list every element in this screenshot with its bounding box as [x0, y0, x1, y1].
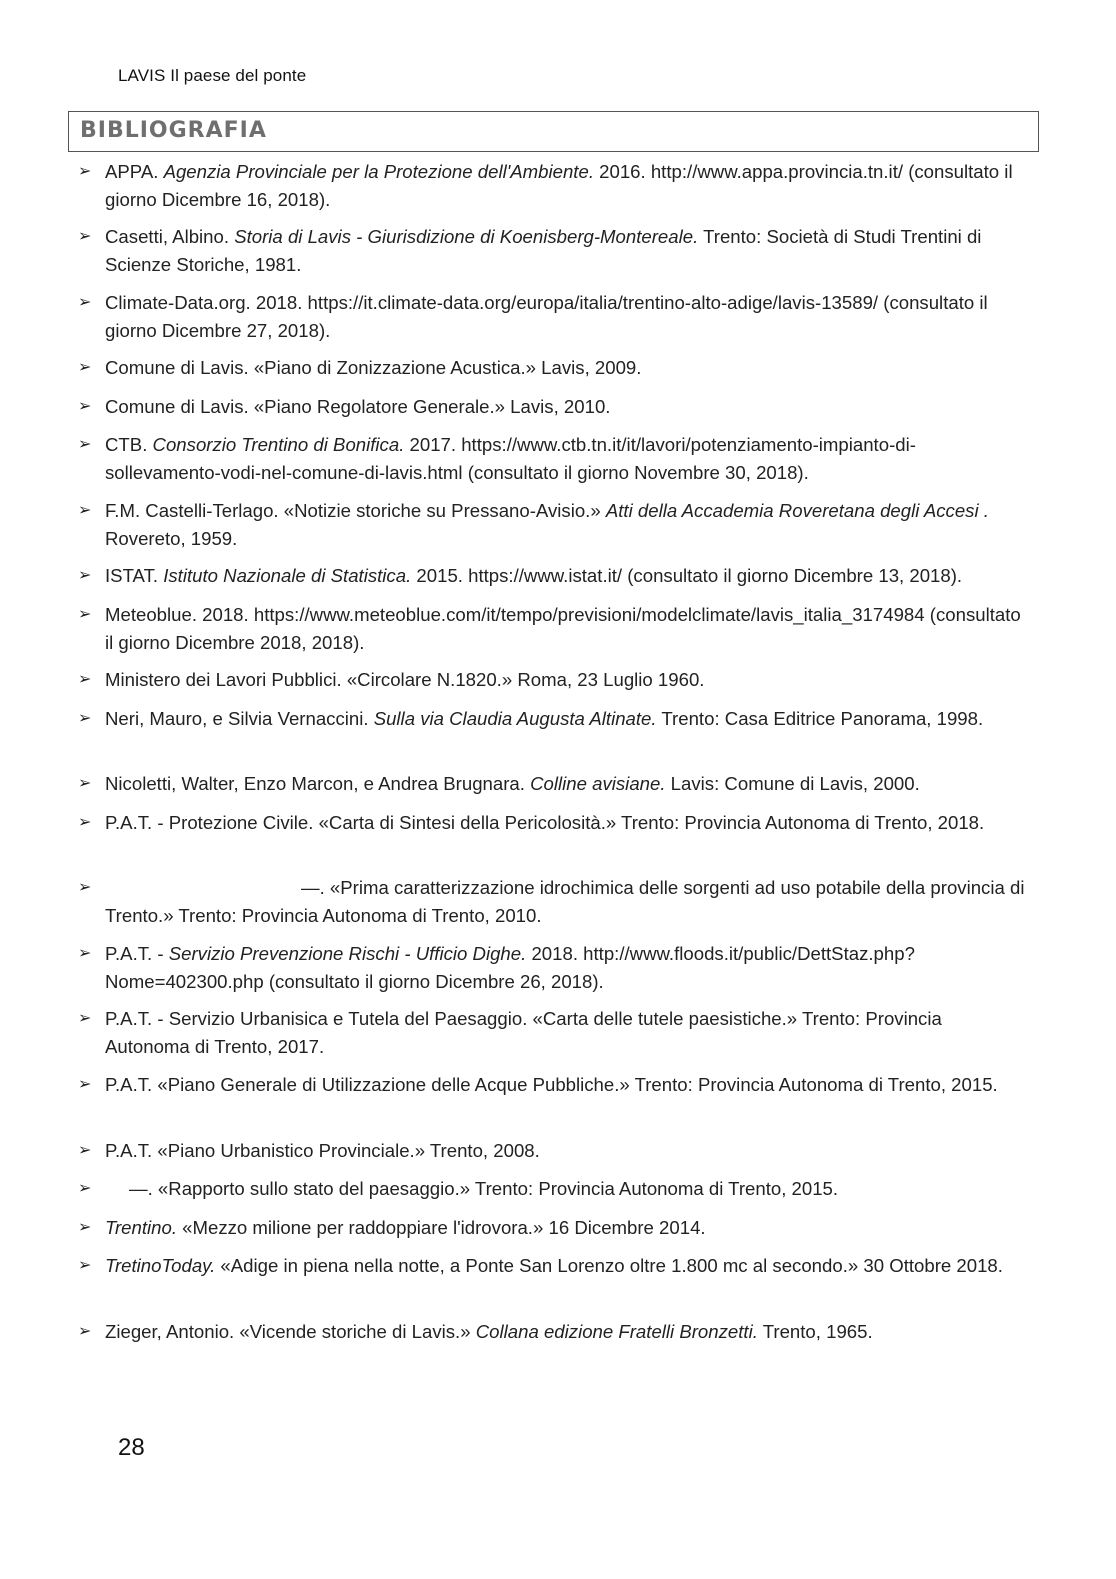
- bibliography-entry: [78, 393, 1030, 421]
- entry-text: ISTAT.: [105, 565, 164, 586]
- bibliography-entry: [78, 940, 1030, 995]
- entry-text: P.A.T. «Piano Generale di Utilizzazione delle Acque Pubbliche.» Trento: Provincia Autonoma di Trento, 2015.: [105, 1074, 998, 1095]
- bullet-arrow-icon: ➢: [78, 1323, 92, 1340]
- bibliography-entry: [78, 666, 1030, 694]
- bullet-arrow-icon: ➢: [78, 502, 92, 519]
- bullet-arrow-icon: ➢: [78, 775, 92, 792]
- entry-text: Trento: Società di Studi Trentini di Scienze Storiche, 1981.: [105, 226, 982, 275]
- entry-text: P.A.T. «Piano Urbanistico Provinciale.» Trento, 2008.: [105, 1140, 540, 1161]
- page-number: 28: [118, 1434, 145, 1461]
- bibliography-entry: [78, 601, 1030, 656]
- entry-text: «Mezzo milione per raddoppiare l'idrovora.» 16 Dicembre 2014.: [177, 1217, 706, 1238]
- bullet-arrow-icon: ➢: [78, 1142, 92, 1159]
- bibliography-entry: [78, 809, 1030, 837]
- entry-text: «Adige in piena nella notte, a Ponte San Lorenzo oltre 1.800 mc al secondo.» 30 Ottobre 2018.: [215, 1255, 1003, 1276]
- bibliography-entry: [78, 1175, 1030, 1203]
- bibliography-entry: [78, 1318, 1030, 1346]
- bibliography-entry: [78, 497, 1030, 552]
- entry-italic-title: Consorzio Trentino di Bonifica.: [152, 434, 405, 455]
- entry-text: Trento, 1965.: [757, 1321, 873, 1342]
- entry-italic-title: Colline avisiane.: [530, 773, 666, 794]
- bibliography-entry: [78, 1214, 1030, 1242]
- entry-text: P.A.T. -: [105, 943, 169, 964]
- bullet-arrow-icon: ➢: [78, 163, 92, 180]
- entry-italic-title: Agenzia Provinciale per la Protezione dell'Ambiente.: [163, 161, 594, 182]
- entry-italic-title: TretinoToday.: [105, 1255, 216, 1276]
- entry-text: Trento: Casa Editrice Panorama, 1998.: [656, 708, 984, 729]
- entry-italic-title: Collana edizione Fratelli Bronzetti.: [475, 1321, 758, 1342]
- bullet-arrow-icon: ➢: [78, 1180, 92, 1197]
- bibliography-entry: [78, 223, 1030, 278]
- entry-text: 2018. http://www.floods.it/public/DettStaz.php?Nome=402300.php (consultato il giorno Dicembre 26, 2018).: [105, 943, 915, 992]
- entry-text: 2015. https://www.istat.it/ (consultato il giorno Dicembre 13, 2018).: [411, 565, 963, 586]
- bullet-arrow-icon: ➢: [78, 567, 92, 584]
- entry-italic-title: Istituto Nazionale di Statistica.: [163, 565, 412, 586]
- bullet-arrow-icon: ➢: [78, 436, 92, 453]
- entry-text: Climate-Data.org. 2018. https://it.climate-data.org/europa/italia/trentino-alto-adige/lavis-13589/ (consultato il giorno Dicembre 27, 2018).: [105, 292, 988, 341]
- entry-text: Comune di Lavis. «Piano di Zonizzazione Acustica.» Lavis, 2009.: [105, 357, 642, 378]
- section-title: BIBLIOGRAFIA: [80, 118, 267, 143]
- entry-text: F.M. Castelli-Terlago. «Notizie storiche su Pressano-Avisio.»: [105, 500, 606, 521]
- bibliography-entry: [78, 354, 1030, 382]
- bibliography-entry: [78, 705, 1030, 733]
- bullet-arrow-icon: ➢: [78, 879, 92, 896]
- bullet-arrow-icon: ➢: [78, 606, 92, 623]
- running-header: LAVIS Il paese del ponte: [118, 66, 307, 85]
- entry-text: Ministero dei Lavori Pubblici. «Circolare N.1820.» Roma, 23 Luglio 1960.: [105, 669, 705, 690]
- bullet-arrow-icon: ➢: [78, 294, 92, 311]
- bullet-arrow-icon: ➢: [78, 814, 92, 831]
- entry-text: P.A.T. - Servizio Urbanisica e Tutela del Paesaggio. «Carta delle tutele paesistiche.» Trento: Provincia Autonoma di Trento, 2017.: [105, 1008, 942, 1057]
- bibliography-entry: [78, 1137, 1030, 1165]
- bullet-arrow-icon: ➢: [78, 1219, 92, 1236]
- entry-text: —. «Rapporto sullo stato del paesaggio.» Trento: Provincia Autonoma di Trento, 2015.: [129, 1178, 839, 1199]
- entry-text: Comune di Lavis. «Piano Regolatore Generale.» Lavis, 2010.: [105, 396, 611, 417]
- bullet-arrow-icon: ➢: [78, 398, 92, 415]
- bullet-arrow-icon: ➢: [78, 228, 92, 245]
- bibliography-entry: [78, 1071, 1030, 1099]
- entry-text: Nicoletti, Walter, Enzo Marcon, e Andrea Brugnara.: [105, 773, 531, 794]
- bibliography-entry: [78, 431, 1030, 486]
- bibliography-entry: [78, 874, 1030, 929]
- entry-text: APPA.: [105, 161, 164, 182]
- entry-text: P.A.T. - Protezione Civile. «Carta di Sintesi della Pericolosità.» Trento: Provincia Autonoma di Trento, 2018.: [105, 812, 985, 833]
- entry-text: Lavis: Comune di Lavis, 2000.: [665, 773, 920, 794]
- entry-italic-title: Storia di Lavis - Giurisdizione di Koenisberg-Montereale.: [234, 226, 699, 247]
- bibliography-entry: [78, 1252, 1030, 1280]
- entry-italic-title: Servizio Prevenzione Rischi - Ufficio Dighe.: [168, 943, 527, 964]
- bullet-arrow-icon: ➢: [78, 710, 92, 727]
- entry-text: Zieger, Antonio. «Vicende storiche di Lavis.»: [105, 1321, 476, 1342]
- entry-text: Meteoblue. 2018. https://www.meteoblue.com/it/tempo/previsioni/modelclimate/lavis_italia_3174984 (consultato il giorno Dicembre 2018, 2018).: [105, 604, 1021, 653]
- entry-italic-title: Atti della Accademia Roveretana degli Accesi .: [605, 500, 989, 521]
- bullet-arrow-icon: ➢: [78, 1010, 92, 1027]
- entry-text: Neri, Mauro, e Silvia Vernaccini.: [105, 708, 374, 729]
- entry-text: 2017. https://www.ctb.tn.it/it/lavori/potenziamento-impianto-di-sollevamento-vodi-nel-comune-di-lavis.html (consultato il giorno Novembre 30, 2018).: [105, 434, 916, 483]
- section-header-box: [68, 111, 1039, 152]
- bullet-arrow-icon: ➢: [78, 1076, 92, 1093]
- entry-text: Rovereto, 1959.: [105, 527, 238, 549]
- bibliography-entry: [78, 158, 1030, 213]
- bibliography-entry: [78, 1005, 1030, 1060]
- entry-text: Casetti, Albino.: [105, 226, 235, 247]
- bibliography-entry: [78, 289, 1030, 344]
- entry-italic-title: Sulla via Claudia Augusta Altinate.: [373, 708, 657, 729]
- bullet-arrow-icon: ➢: [78, 945, 92, 962]
- bibliography-entry: [78, 562, 1030, 590]
- entry-text: 2016. http://www.appa.provincia.tn.it/ (consultato il giorno Dicembre 16, 2018).: [105, 161, 1013, 210]
- bibliography-entry: [78, 770, 1030, 798]
- bullet-arrow-icon: ➢: [78, 359, 92, 376]
- entry-italic-title: Trentino.: [105, 1217, 177, 1238]
- bullet-arrow-icon: ➢: [78, 1257, 92, 1274]
- entry-text: —. «Prima caratterizzazione idrochimica delle sorgenti ad uso potabile della provincia di Trento.» Trento: Provincia Autonoma di Trento, 2010.: [105, 877, 1025, 926]
- bullet-arrow-icon: ➢: [78, 671, 92, 688]
- entry-text: CTB.: [105, 434, 153, 455]
